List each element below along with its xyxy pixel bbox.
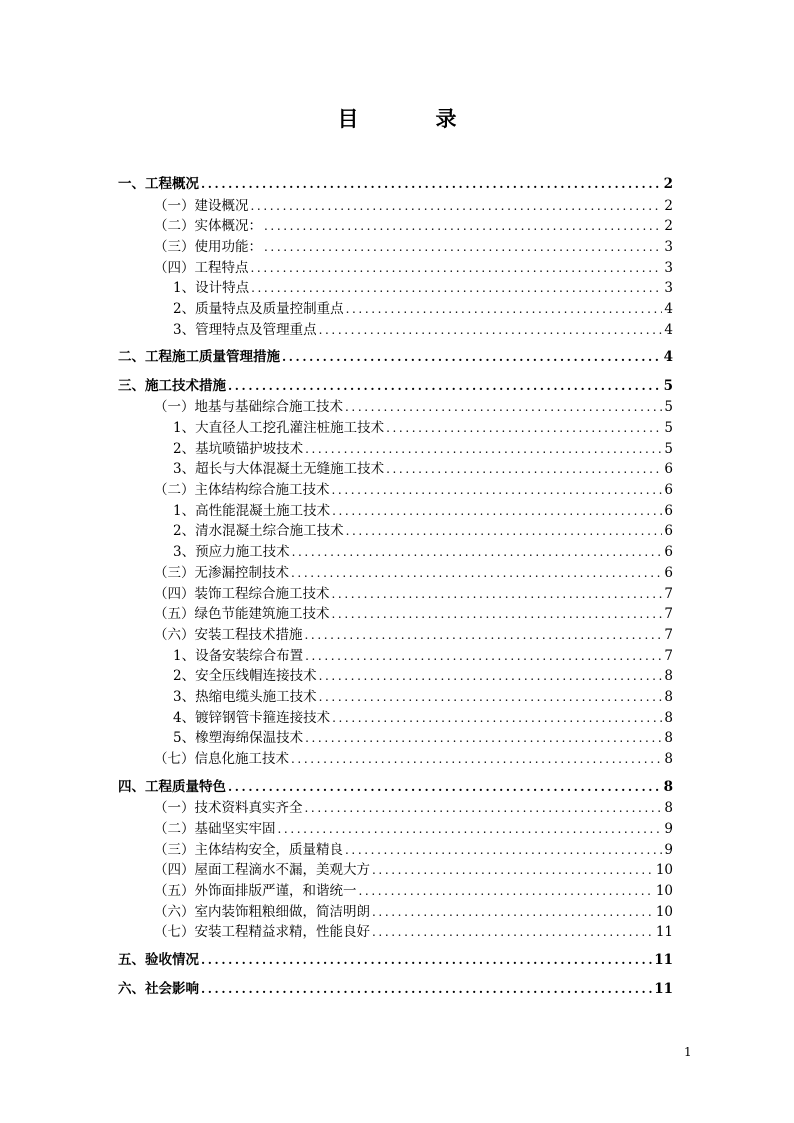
toc-entry[interactable]: [118, 708, 673, 729]
toc-entry-label: （四）屋面工程滴水不漏，美观大方: [154, 862, 370, 879]
toc-entry[interactable]: [118, 798, 673, 819]
toc-entry-label: （六）安装工程技术措施: [154, 626, 303, 643]
toc-entry[interactable]: [118, 216, 673, 237]
toc-entry-label: 1、高性能混凝土施工技术: [173, 502, 331, 519]
toc-entry-label: 1、设备安装综合布置: [173, 647, 304, 664]
toc-entry[interactable]: [118, 418, 673, 439]
page-title: 目 录: [337, 106, 485, 131]
toc-entry-page: 8: [664, 800, 673, 817]
toc-entry-label: （四）装饰工程综合施工技术: [154, 585, 330, 602]
toc-entry[interactable]: [118, 604, 673, 625]
toc-entry-page: 8: [663, 778, 673, 795]
toc-entry-page: 4: [663, 349, 673, 366]
toc-leader-dots: [305, 625, 663, 646]
toc-leader-dots: [372, 860, 654, 881]
toc-entry-label: 4、镀锌钢管卡箍连接技术: [173, 709, 331, 726]
toc-entry-page: 8: [664, 730, 673, 747]
toc-leader-dots: [332, 708, 662, 729]
toc-entry[interactable]: [118, 480, 673, 501]
toc-entry[interactable]: [118, 347, 673, 369]
toc-entry-label: （二）基础坚实牢固: [154, 820, 276, 837]
toc-entry-page: 6: [664, 502, 673, 519]
toc-leader-dots: [305, 798, 663, 819]
toc-entry[interactable]: [118, 749, 673, 770]
toc-entry[interactable]: [118, 902, 673, 923]
toc-entry-label: （一）技术资料真实齐全: [154, 800, 303, 817]
toc-entry-label: （三）无渗漏控制技术: [154, 564, 289, 581]
toc-entry-page: 9: [664, 841, 673, 858]
toc-leader-dots: [201, 950, 652, 972]
toc-entry-page: 3: [664, 280, 673, 297]
toc-entry[interactable]: [118, 840, 673, 861]
toc-entry-label: 一、工程概况: [118, 176, 199, 192]
table-of-contents: [118, 174, 673, 1000]
toc-entry[interactable]: [118, 542, 673, 563]
toc-entry-page: 5: [663, 377, 673, 394]
toc-leader-dots: [305, 728, 662, 749]
toc-leader-dots: [305, 439, 662, 460]
toc-leader-dots: [346, 299, 663, 320]
toc-entry-label: 五、验收情况: [118, 952, 199, 968]
toc-leader-dots: [264, 216, 662, 237]
toc-entry[interactable]: [118, 819, 673, 840]
toc-entry-label: （二）主体结构综合施工技术: [154, 482, 330, 499]
toc-entry[interactable]: [118, 728, 673, 749]
toc-entry-page: 6: [664, 564, 673, 581]
toc-leader-dots: [228, 777, 662, 799]
toc-leader-dots: [319, 666, 663, 687]
toc-entry-label: （三）主体结构安全，质量精良: [154, 841, 343, 858]
toc-entry[interactable]: [118, 196, 673, 217]
toc-leader-dots: [251, 258, 663, 279]
toc-entry-page: 7: [664, 585, 673, 602]
toc-entry-label: （一）地基与基础综合施工技术: [154, 399, 343, 416]
toc-entry[interactable]: [118, 979, 673, 1001]
toc-entry-page: 5: [664, 399, 673, 416]
toc-entry[interactable]: [118, 666, 673, 687]
toc-entry-page: 4: [664, 321, 673, 338]
toc-leader-dots: [346, 521, 663, 542]
toc-entry-page: 5: [664, 420, 673, 436]
toc-entry[interactable]: [118, 320, 673, 341]
toc-entry-page: 5: [664, 440, 673, 457]
toc-entry[interactable]: [118, 237, 673, 258]
toc-entry[interactable]: [118, 174, 673, 196]
toc-entry[interactable]: [118, 278, 673, 299]
toc-entry-page: 6: [664, 544, 673, 561]
toc-entry-label: （四）工程特点: [154, 259, 249, 276]
toc-entry-page: 3: [664, 259, 673, 276]
toc-entry[interactable]: [118, 299, 673, 320]
toc-entry[interactable]: [118, 376, 673, 398]
toc-entry[interactable]: [118, 950, 673, 972]
toc-leader-dots: [332, 604, 663, 625]
toc-entry-page: 7: [664, 606, 673, 623]
toc-entry-page: 8: [664, 688, 673, 705]
toc-entry[interactable]: [118, 459, 673, 480]
toc-entry-page: 4: [664, 300, 673, 317]
toc-entry-label: （七）信息化施工技术: [154, 751, 289, 767]
toc-entry-label: （五）外饰面排版严谨，和谐统一: [154, 882, 357, 899]
toc-leader-dots: [278, 819, 663, 840]
toc-entry-label: 2、基坑喷锚护坡技术: [173, 440, 304, 457]
toc-entry-page: 6: [664, 482, 673, 499]
toc-entry-label: 三、施工技术措施: [118, 377, 226, 394]
toc-entry-label: 六、社会影响: [118, 980, 199, 997]
toc-entry[interactable]: [118, 860, 673, 881]
toc-entry[interactable]: [118, 397, 673, 418]
toc-leader-dots: [228, 376, 662, 398]
toc-entry-page: 11: [654, 980, 673, 997]
toc-entry-page: 10: [655, 903, 673, 920]
toc-entry-label: （五）绿色节能建筑施工技术: [154, 606, 330, 623]
toc-leader-dots: [291, 563, 662, 584]
toc-entry[interactable]: [118, 563, 673, 584]
toc-entry-page: 11: [654, 952, 673, 968]
toc-entry-label: （二）实体概况：: [154, 218, 262, 235]
toc-entry-label: 1、大直径人工挖孔灌注桩施工技术: [173, 420, 385, 436]
toc-entry-page: 2: [663, 176, 673, 192]
toc-entry-page: 10: [655, 882, 673, 899]
toc-entry-page: 7: [664, 647, 673, 664]
toc-leader-dots: [386, 418, 662, 439]
toc-entry-page: 11: [655, 924, 673, 941]
toc-entry-page: 7: [664, 626, 673, 643]
toc-leader-dots: [201, 979, 652, 1001]
toc-entry-label: 3、超长与大体混凝土无缝施工技术: [173, 461, 385, 478]
toc-entry[interactable]: [118, 521, 673, 542]
toc-entry[interactable]: [118, 625, 673, 646]
toc-entry-label: 3、管理特点及管理重点: [173, 321, 317, 338]
toc-leader-dots: [282, 347, 662, 369]
toc-entry[interactable]: [118, 687, 673, 708]
toc-entry-page: 8: [664, 668, 673, 685]
toc-entry[interactable]: [118, 777, 673, 799]
toc-entry-label: 3、热缩电缆头施工技术: [173, 688, 317, 705]
toc-entry[interactable]: [118, 584, 673, 605]
page-number: 1: [684, 1045, 692, 1059]
toc-entry-label: 5、橡塑海绵保温技术: [173, 730, 304, 747]
toc-leader-dots: [319, 320, 663, 341]
toc-entry[interactable]: [118, 501, 673, 522]
toc-leader-dots: [332, 480, 663, 501]
toc-entry-label: 1、设计特点: [173, 280, 250, 297]
toc-entry-page: 2: [664, 218, 673, 235]
toc-leader-dots: [345, 397, 662, 418]
toc-entry-page: 8: [664, 709, 673, 726]
toc-entry-label: （三）使用功能：: [154, 238, 262, 255]
toc-leader-dots: [372, 922, 654, 943]
toc-entry[interactable]: [118, 258, 673, 279]
toc-entry-page: 8: [664, 751, 673, 767]
toc-entry-label: 3、预应力施工技术: [173, 544, 290, 561]
toc-leader-dots: [251, 196, 663, 217]
toc-entry[interactable]: [118, 646, 673, 667]
toc-entry-page: 9: [664, 820, 673, 837]
toc-entry-label: 2、安全压线帽连接技术: [173, 668, 317, 685]
toc-leader-dots: [251, 278, 662, 299]
toc-leader-dots: [359, 881, 654, 902]
toc-entry-label: 四、工程质量特色: [118, 778, 226, 795]
toc-entry-page: 3: [664, 238, 673, 255]
toc-entry-label: 二、工程施工质量管理措施: [118, 349, 280, 366]
toc-entry-page: 10: [655, 862, 673, 879]
toc-entry-page: 6: [664, 523, 673, 540]
toc-entry-label: 2、清水混凝土综合施工技术: [173, 523, 344, 540]
toc-entry-label: （六）室内装饰粗粮细做，简洁明朗: [154, 903, 370, 920]
toc-leader-dots: [345, 840, 662, 861]
toc-entry-label: （一）建设概况: [154, 197, 249, 214]
toc-leader-dots: [319, 687, 663, 708]
toc-leader-dots: [292, 542, 663, 563]
toc-leader-dots: [305, 646, 662, 667]
toc-leader-dots: [291, 749, 662, 770]
toc-entry[interactable]: [118, 922, 673, 943]
toc-entry-label: （七）安装工程精益求精，性能良好: [154, 924, 370, 941]
toc-entry[interactable]: [118, 439, 673, 460]
toc-leader-dots: [264, 237, 662, 258]
toc-leader-dots: [386, 459, 662, 480]
toc-leader-dots: [332, 501, 662, 522]
toc-leader-dots: [332, 584, 663, 605]
toc-entry-label: 2、质量特点及质量控制重点: [173, 300, 344, 317]
toc-leader-dots: [372, 902, 654, 923]
toc-entry-page: 6: [664, 461, 673, 478]
toc-entry[interactable]: [118, 881, 673, 902]
toc-leader-dots: [201, 174, 662, 196]
toc-entry-page: 2: [664, 197, 673, 214]
